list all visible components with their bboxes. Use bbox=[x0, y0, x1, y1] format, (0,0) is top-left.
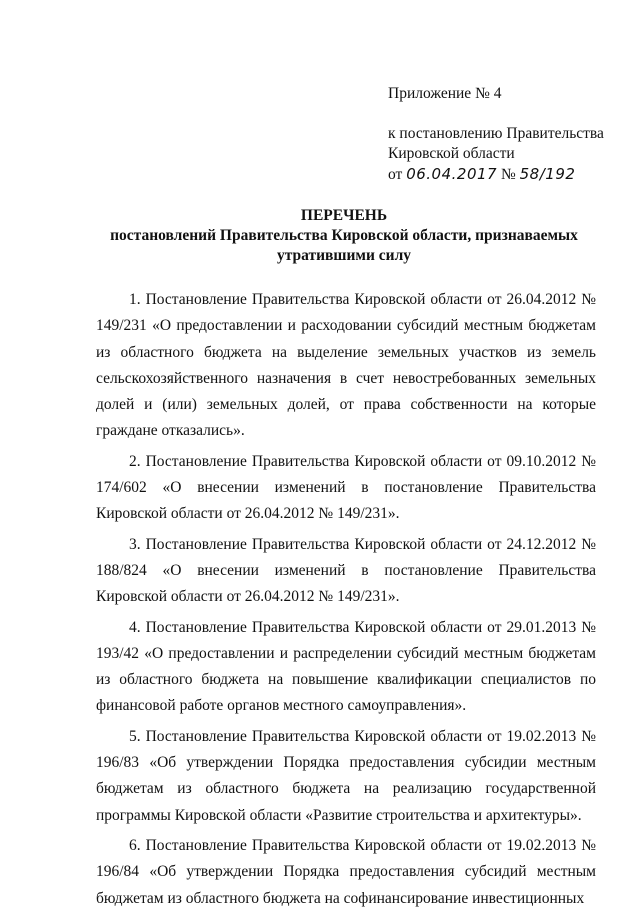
appendix-date-prefix: от bbox=[388, 166, 403, 183]
list-item-4: 4. Постановление Правительства Кировской области от 29.01.2013 № 193/42 «О предоставлении и распределении субсидий местным бюджетам из областного бюджета на повышение квалификации специалистов по финансовой работе органов местного самоуправления». bbox=[96, 618, 596, 715]
heading-subtitle-line-1: постановлений Правительства Кировской области, признаваемых bbox=[110, 227, 578, 244]
list-item-5: 5. Постановление Правительства Кировской области от 19.02.2013 № 196/83 «Об утверждении Порядка предоставления субсидии местным бюджетам из областного бюджета на реализацию государственной программы Кировской области «Развитие строительства и архитектуры». bbox=[96, 727, 596, 824]
list-item-1: 1. Постановление Правительства Кировской области от 26.04.2012 № 149/231 «О предоставлении и расходовании субсидий местным бюджетам из областного бюджета на выделение земельных участков из земель сельскохозяйственного назначения в счет невостребованных земельных долей и (или) земельных долей, от права собственности на которые граждане отказались». bbox=[96, 291, 596, 440]
list-item-6: 6. Постановление Правительства Кировской области от 19.02.2013 № 196/84 «Об утверждении Порядка предоставления субсидий местным бюджетам из областного бюджета на софинансирование инвестиционных bbox=[96, 836, 596, 907]
list-item-2: 2. Постановление Правительства Кировской области от 09.10.2012 № 174/602 «О внесении изменений в постановление Правительства Кировской области от 26.04.2012 № 149/231». bbox=[96, 452, 596, 523]
appendix-block bbox=[388, 84, 604, 185]
heading-title: ПЕРЕЧЕНЬ bbox=[300, 207, 388, 224]
appendix-number-handwritten: 58/192 bbox=[519, 165, 576, 183]
appendix-number-sign: № bbox=[500, 166, 516, 183]
document-heading bbox=[96, 206, 592, 266]
list-item-3: 3. Постановление Правительства Кировской области от 24.12.2012 № 188/824 «О внесении изменений в постановление Правительства Кировской области от 26.04.2012 № 149/231». bbox=[96, 535, 596, 606]
appendix-date-handwritten: 06.04.2017 bbox=[406, 165, 498, 183]
appendix-title: Приложение № 4 bbox=[388, 85, 502, 102]
appendix-line-3 bbox=[388, 164, 604, 185]
appendix-line-2: Кировской области bbox=[388, 145, 515, 162]
appendix-line-1: к постановлению Правительства bbox=[388, 125, 604, 142]
document-body bbox=[96, 287, 596, 912]
heading-subtitle-line-2: утратившими силу bbox=[276, 247, 412, 264]
